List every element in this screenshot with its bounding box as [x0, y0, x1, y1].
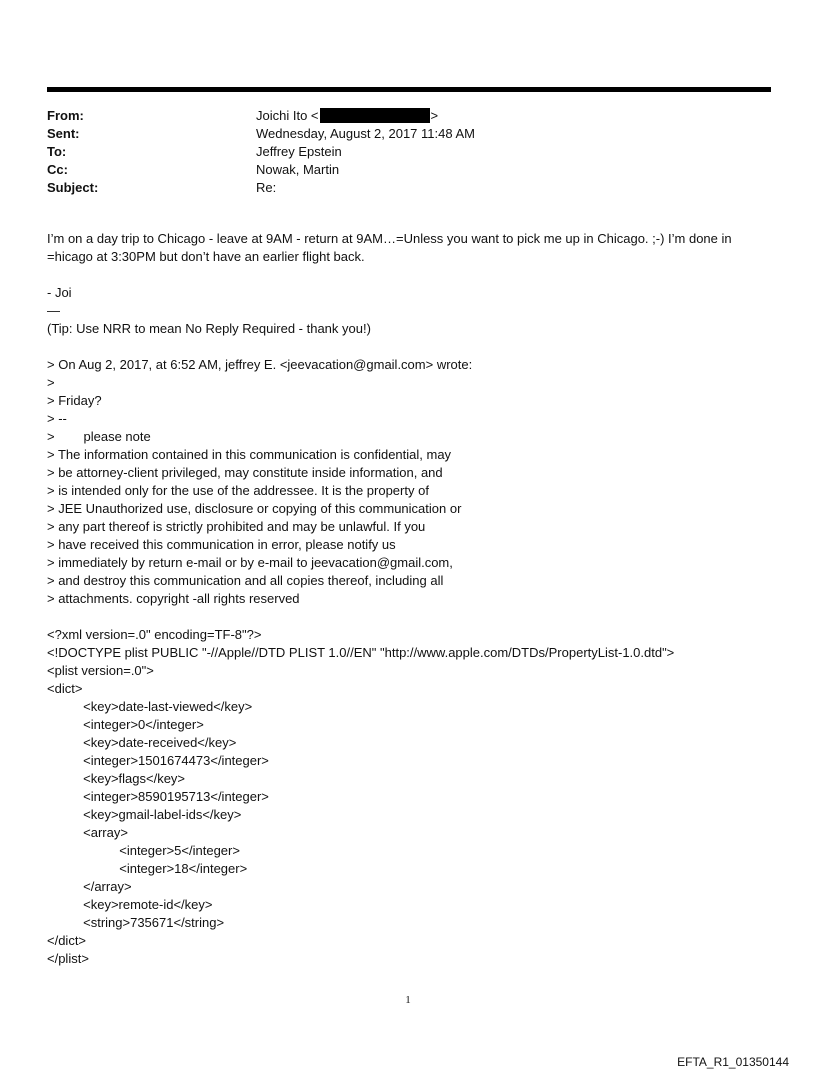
xml-line: </array>: [47, 879, 132, 894]
page-number: 1: [405, 994, 411, 1006]
xml-line: <integer>1501674473</integer>: [47, 753, 269, 768]
quoted-line: > On Aug 2, 2017, at 6:52 AM, jeffrey E. <jeevacation@gmail.com> wrote:: [47, 357, 473, 372]
quoted-line: > attachments. copyright -all rights reserved: [47, 591, 300, 606]
cc-value: Nowak, Martin: [256, 162, 340, 177]
xml-line: <key>gmail-label-ids</key>: [47, 807, 242, 822]
xml-line: <?xml version=.0" encoding=TF-8"?>: [47, 627, 262, 642]
xml-line: <integer>18</integer>: [47, 861, 248, 876]
xml-line: <dict>: [47, 681, 83, 696]
xml-line: <integer>0</integer>: [47, 717, 204, 732]
xml-line: </dict>: [47, 933, 87, 948]
quoted-line: > have received this communication in error, please notify us: [47, 537, 396, 552]
xml-line: <!DOCTYPE plist PUBLIC "-//Apple//DTD PLIST 1.0//EN" "http://www.apple.com/DTDs/PropertyList-1.0.dtd">: [47, 645, 675, 660]
sent-label: Sent:: [47, 126, 80, 141]
quoted-line: > is intended only for the use of the addressee. It is the property of: [47, 483, 429, 498]
signature-tip: (Tip: Use NRR to mean No Reply Required - thank you!): [47, 321, 371, 336]
xml-line: <string>735671</string>: [47, 915, 225, 930]
quoted-line: > any part thereof is strictly prohibited and may be unlawful. If you: [47, 519, 426, 534]
xml-line: <integer>8590195713</integer>: [47, 789, 269, 804]
quoted-line: > --: [47, 411, 67, 426]
sent-row: [47, 125, 747, 143]
cc-row: [47, 161, 747, 179]
to-row: [47, 143, 747, 161]
quoted-line: > be attorney-client privileged, may constitute inside information, and: [47, 465, 443, 480]
email-header: [47, 107, 747, 197]
quoted-line: > please note: [47, 429, 151, 444]
email-body: [47, 230, 767, 968]
plist-xml: [47, 626, 767, 968]
signature-dash: —: [47, 303, 60, 318]
message-paragraph: I’m on a day trip to Chicago - leave at 9AM - return at 9AM…=Unless you want to pick me up in Chicago. ;-) I’m done in =hicago at 3:30PM but don’t have an earlier flight back.: [47, 231, 732, 264]
xml-line: <key>date-last-viewed</key>: [47, 699, 253, 714]
to-value: Jeffrey Epstein: [256, 144, 342, 159]
from-row: [47, 107, 747, 125]
quoted-line: > JEE Unauthorized use, disclosure or copying of this communication or: [47, 501, 462, 516]
xml-line: <integer>5</integer>: [47, 843, 240, 858]
from-end: >: [430, 108, 439, 123]
sent-value: Wednesday, August 2, 2017 11:48 AM: [256, 126, 475, 141]
xml-line: <key>remote-id</key>: [47, 897, 213, 912]
xml-line: <key>flags</key>: [47, 771, 186, 786]
quoted-message: [47, 356, 767, 608]
subject-label: Subject:: [47, 180, 99, 195]
quoted-line: > immediately by return e-mail or by e-mail to jeevacation@gmail.com,: [47, 555, 453, 570]
xml-line: <array>: [47, 825, 128, 840]
quoted-line: > Friday?: [47, 393, 102, 408]
quoted-line: > The information contained in this communication is confidential, may: [47, 447, 452, 462]
signature-name: - Joi: [47, 285, 72, 300]
to-label: To:: [47, 144, 67, 159]
quoted-line: >: [47, 375, 55, 390]
header-rule: [47, 87, 771, 92]
subject-row: [47, 179, 747, 197]
from-name: Joichi Ito <: [256, 108, 319, 123]
xml-line: <plist version=.0">: [47, 663, 154, 678]
cc-label: Cc:: [47, 162, 68, 177]
xml-line: <key>date-received</key>: [47, 735, 237, 750]
from-value: [256, 107, 747, 125]
document-id: EFTA_R1_01350144: [677, 1055, 789, 1069]
redaction-box: [320, 108, 430, 123]
quoted-line: > and destroy this communication and all copies thereof, including all: [47, 573, 444, 588]
subject-value: Re:: [256, 180, 277, 195]
from-label: From:: [47, 108, 84, 123]
xml-line: </plist>: [47, 951, 89, 966]
